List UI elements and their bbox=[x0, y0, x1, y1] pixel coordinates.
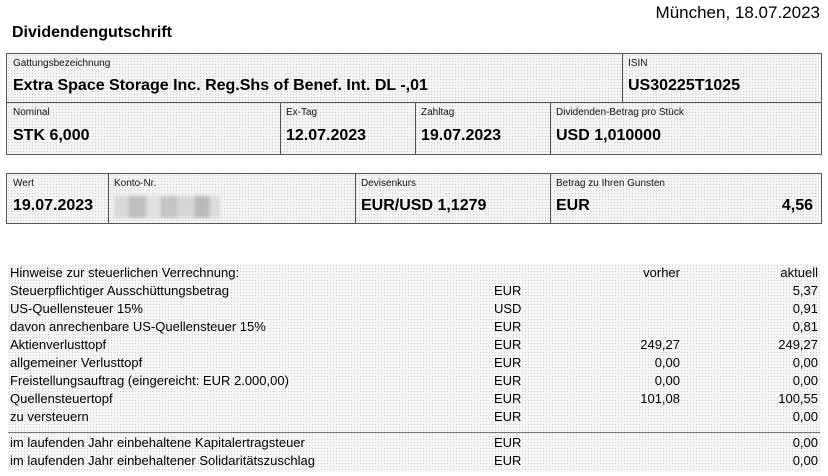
row-now: 0,81 bbox=[792, 319, 818, 334]
zahltag-label: Zahltag bbox=[421, 107, 455, 118]
dividende-label: Dividenden-Betrag pro Stück bbox=[556, 107, 684, 118]
row-currency: EUR bbox=[494, 373, 522, 388]
devisen-label: Devisenkurs bbox=[361, 178, 417, 189]
row-label: allgemeiner Verlusttopf bbox=[10, 355, 143, 370]
isin-value: US30225T1025 bbox=[628, 77, 741, 94]
nominal-label: Nominal bbox=[13, 107, 50, 118]
summary-divider bbox=[8, 432, 820, 433]
row-prev: 249,27 bbox=[640, 337, 680, 352]
row-label: im laufenden Jahr einbehaltene Kapitalertragsteuer bbox=[10, 435, 305, 450]
wert-label: Wert bbox=[13, 178, 34, 189]
row-now: 0,91 bbox=[792, 301, 818, 316]
row-label: Quellensteuertopf bbox=[10, 391, 113, 406]
row-label: zu versteuern bbox=[10, 409, 89, 424]
row-currency: EUR bbox=[494, 435, 522, 450]
row-label: Aktienverlusttopf bbox=[10, 337, 107, 352]
table-row bbox=[8, 282, 820, 300]
tax-table bbox=[8, 264, 820, 472]
nominal-value: STK 6,000 bbox=[13, 127, 90, 144]
col-now-header: aktuell bbox=[780, 265, 818, 280]
row-currency: EUR bbox=[494, 355, 522, 370]
table-row bbox=[8, 452, 820, 470]
table-row bbox=[8, 354, 820, 372]
gattung-value: Extra Space Storage Inc. Reg.Shs of Benef. Int. DL -,01 bbox=[13, 77, 428, 94]
row-currency: EUR bbox=[494, 391, 522, 406]
row-prev: 0,00 bbox=[654, 355, 680, 370]
dividende-value: USD 1,010000 bbox=[556, 127, 661, 144]
table-row bbox=[8, 318, 820, 336]
row-prev: 0,00 bbox=[654, 373, 680, 388]
extag-value: 12.07.2023 bbox=[286, 127, 367, 144]
row-label: Freistellungsauftrag (eingereicht: EUR 2.000,00) bbox=[10, 373, 289, 388]
row-currency: EUR bbox=[494, 337, 522, 352]
gattung-label: Gattungsbezeichnung bbox=[13, 58, 111, 69]
place-date: München, 18.07.2023 bbox=[655, 3, 820, 22]
row-label: im laufenden Jahr einbehaltener Solidaritätszuschlag bbox=[10, 453, 315, 468]
redacted-account-number bbox=[114, 196, 220, 218]
row-currency: EUR bbox=[494, 283, 522, 298]
security-info-box bbox=[6, 53, 822, 155]
tax-heading: Hinweise zur steuerlichen Verrechnung: bbox=[10, 265, 240, 280]
row-label: davon anrechenbare US-Quellensteuer 15% bbox=[10, 319, 266, 334]
row-currency: USD bbox=[494, 301, 522, 316]
row-label: Steuerpflichtiger Ausschüttungsbetrag bbox=[10, 283, 229, 298]
row-now: 0,00 bbox=[792, 453, 818, 468]
konto-label: Konto-Nr. bbox=[114, 178, 157, 189]
row-now: 0,00 bbox=[792, 435, 818, 450]
row-now: 100,55 bbox=[778, 391, 818, 406]
row-now: 0,00 bbox=[792, 409, 818, 424]
isin-label: ISIN bbox=[628, 58, 648, 69]
row-currency: EUR bbox=[494, 409, 522, 424]
table-row bbox=[8, 434, 820, 452]
extag-label: Ex-Tag bbox=[286, 107, 318, 118]
col-prev-header: vorher bbox=[643, 265, 680, 280]
document-title: Dividendengutschrift bbox=[12, 24, 173, 41]
tax-table-header bbox=[8, 264, 820, 282]
devisen-value: EUR/USD 1,1279 bbox=[361, 197, 487, 214]
betrag-currency: EUR bbox=[556, 197, 590, 214]
row-now: 0,00 bbox=[792, 355, 818, 370]
row-label: US-Quellensteuer 15% bbox=[10, 301, 143, 316]
row-currency: EUR bbox=[494, 319, 522, 334]
betrag-label: Betrag zu Ihren Gunsten bbox=[556, 178, 665, 189]
betrag-value: 4,56 bbox=[781, 197, 813, 214]
row-prev: 101,08 bbox=[640, 391, 680, 406]
wert-value: 19.07.2023 bbox=[13, 197, 94, 214]
table-row bbox=[8, 300, 820, 318]
table-row bbox=[8, 372, 820, 390]
table-row bbox=[8, 390, 820, 408]
row-currency: EUR bbox=[494, 453, 522, 468]
row-now: 5,37 bbox=[792, 283, 818, 298]
table-row bbox=[8, 408, 820, 426]
zahltag-value: 19.07.2023 bbox=[421, 127, 502, 144]
table-row bbox=[8, 336, 820, 354]
row-now: 0,00 bbox=[792, 373, 818, 388]
row-now: 249,27 bbox=[778, 337, 818, 352]
